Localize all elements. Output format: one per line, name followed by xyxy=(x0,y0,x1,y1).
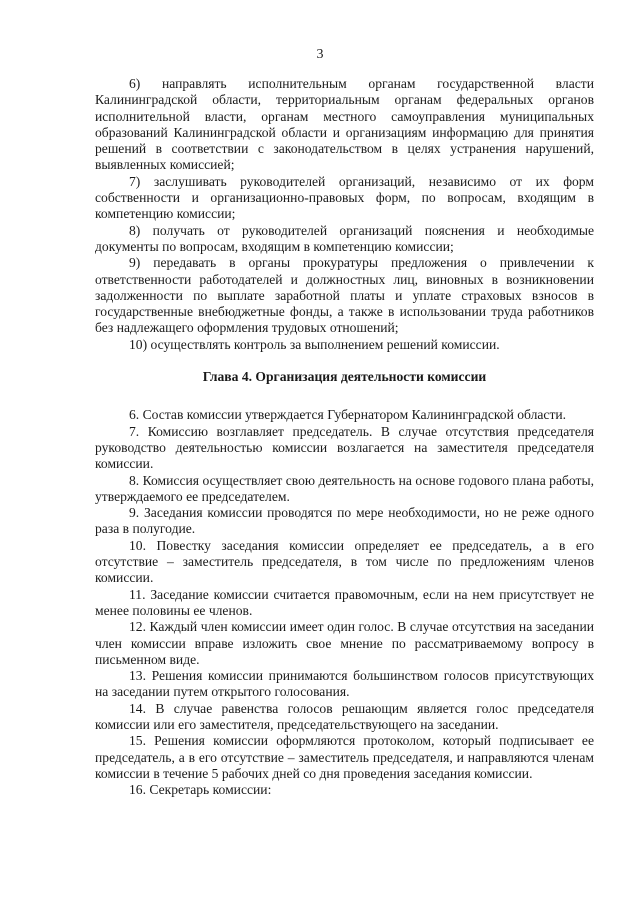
list-item: 14. В случае равенства голосов решающим является голос председателя комиссии или его заместителя, председательствующего на заседании. xyxy=(95,700,594,732)
list-item: 9) передавать в органы прокуратуры предложения о привлечении к ответственности работодателей и должностных лиц, виновных в возникновении задолженности по выплате заработной платы и уплате страховых взносов в государственные внебюджетные фонды, а также в использовании труда работников без надлежащего оформления трудовых отношений; xyxy=(95,255,594,336)
list-item: 10) осуществлять контроль за выполнением решений комиссии. xyxy=(129,336,500,352)
list-item: 6) направлять исполнительным органам государственной власти Калининградской области, территориальным органам федеральных органов исполнительной власти, органам местного самоуправления муниципальных образований Калининградской области и организациям информацию для принятия решений в соответствии с законодательством в целях устранения нарушений, выявленных комиссией; xyxy=(95,76,594,173)
list-item: 11. Заседание комиссии считается правомочным, если на нем присутствует не менее половины ее членов. xyxy=(95,586,594,618)
list-item: 7) заслушивать руководителей организаций, независимо от их форм собственности и организационно-правовых форм, по вопросам, входящим в компетенцию комиссии; xyxy=(95,173,594,222)
chapter-heading: Глава 4. Организация деятельности комиссии xyxy=(202,369,487,385)
page-number: 3 xyxy=(316,47,324,62)
list-item: 12. Каждый член комиссии имеет один голос. В случае отсутствия на заседании член комиссии вправе изложить свое мнение по рассматриваемому вопросу в письменном виде. xyxy=(95,619,594,667)
list-item: 8) получать от руководителей организаций пояснения и необходимые документы по вопросам, входящим в компетенцию комиссии; xyxy=(95,222,594,254)
list-item: 13. Решения комиссии принимаются большинством голосов присутствующих на заседании путем открытого голосования. xyxy=(95,668,594,700)
list-item: 7. Комиссию возглавляет председатель. В случае отсутствия председателя руководство деятельностью комиссии возлагается на заместителя председателя комиссии. xyxy=(95,423,594,472)
list-item: 9. Заседания комиссии проводятся по мере необходимости, но не реже одного раза в полугодие. xyxy=(95,505,594,537)
list-item: 10. Повестку заседания комиссии определяет ее председатель, а в его отсутствие – заместитель председателя, в том числе по предложениям членов комиссии. xyxy=(95,537,594,586)
list-item: 8. Комиссия осуществляет свою деятельность на основе годового плана работы, утверждаемого ее председателем. xyxy=(95,472,594,504)
list-item: 16. Секретарь комиссии: xyxy=(129,782,272,798)
document-body xyxy=(95,76,594,798)
list-item: 15. Решения комиссии оформляются протоколом, который подписывает ее председатель, а в его отсутствие – заместитель председателя, и направляются членам комиссии в течение 5 рабочих дней со дня проведения заседания комиссии. xyxy=(95,733,594,781)
list-item: 6. Состав комиссии утверждается Губернатором Калининградской области. xyxy=(129,407,567,423)
